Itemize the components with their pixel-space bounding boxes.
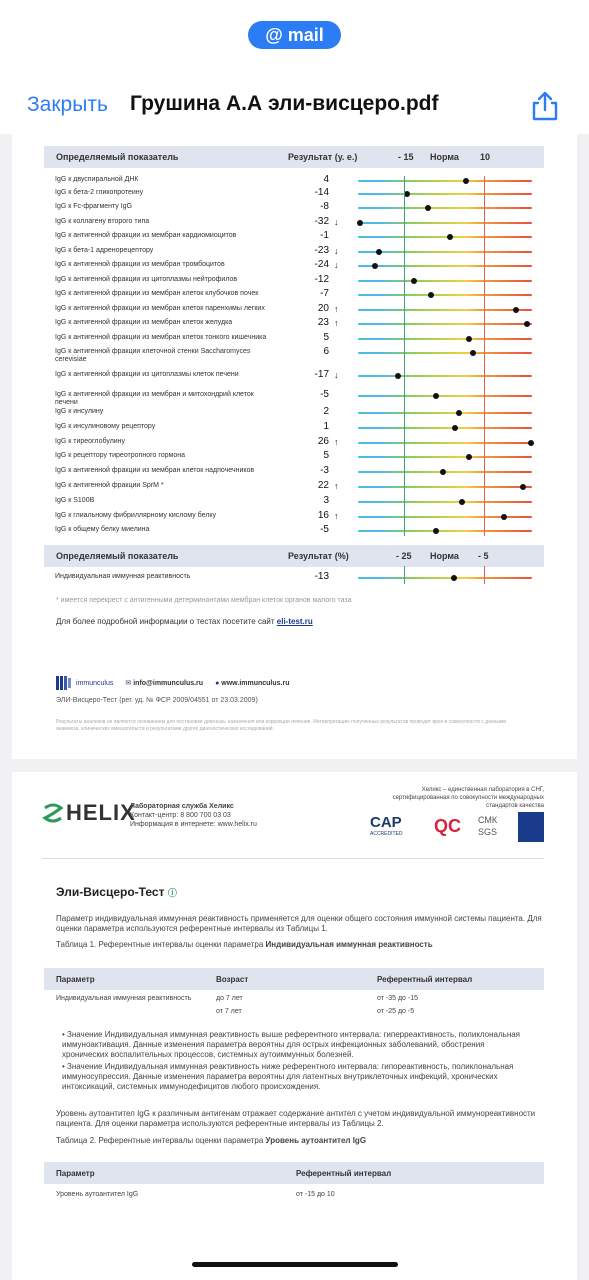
- row-value: 1: [323, 421, 329, 432]
- result-marker: [466, 454, 472, 460]
- row-value: -12: [314, 274, 329, 285]
- result-marker: [425, 205, 431, 211]
- result-marker: [528, 440, 534, 446]
- result-row: [44, 332, 544, 346]
- table1-caption-bold: Индивидуальная иммунная реактивность: [265, 940, 433, 949]
- result-row: [44, 245, 544, 259]
- row-label: IgG к антигенной фракции из мембран кардиомиоцитов: [55, 232, 237, 239]
- close-button[interactable]: Закрыть: [27, 93, 108, 116]
- result-row: [44, 346, 544, 363]
- eli-test-link[interactable]: eli-test.ru: [276, 617, 313, 626]
- result-scale-bar: [358, 442, 532, 444]
- t2-param: Уровень аутоантител IgG: [56, 1191, 139, 1198]
- table1-caption-prefix: Таблица 1. Референтные интервалы оценки параметра: [56, 940, 264, 949]
- result-row: [44, 450, 544, 464]
- result-marker: [520, 484, 526, 490]
- row-label: IgG к антигенной фракции SprM *: [55, 482, 164, 489]
- col-result: Результат (у. е.): [288, 152, 358, 162]
- result-marker: [459, 499, 465, 505]
- row-label: IgG к S100B: [55, 497, 95, 504]
- result-scale-bar: [358, 294, 532, 296]
- row-value: -17: [314, 369, 329, 380]
- result-row: [44, 187, 544, 201]
- row-value: -14: [314, 187, 329, 198]
- row-label: IgG к инсулиновому рецептору: [55, 423, 156, 430]
- row-label: IgG к бета-1 адренорецептору: [55, 247, 154, 254]
- viewer-header: [0, 0, 589, 134]
- home-indicator[interactable]: [192, 1262, 398, 1267]
- result-row: [44, 436, 544, 450]
- cap-sub: ACCREDITED: [370, 831, 403, 837]
- result-row: [44, 406, 544, 420]
- row-label: IgG к антигенной фракции из цитоплазмы клеток печени: [55, 371, 239, 378]
- qc-badge: QC: [434, 816, 461, 836]
- result-row: [44, 274, 544, 288]
- low-limit-line-2: [404, 566, 405, 584]
- result-marker: [411, 278, 417, 284]
- footnote: * имеется перекрест с антигенными детерминантами мембран клеток органов малого таза: [56, 597, 352, 604]
- col-parameter-2: Определяемый показатель: [56, 551, 179, 561]
- col-parameter: Определяемый показатель: [56, 152, 179, 162]
- sgs-badge: СМК SGS: [478, 815, 498, 837]
- row-label: IgG к инсулину: [55, 408, 104, 415]
- row-value: 20: [317, 303, 329, 314]
- cap-badge: [370, 814, 422, 838]
- result-row: [44, 465, 544, 479]
- helix-logo-icon: [42, 802, 64, 824]
- row-label: IgG к коллагену второго типа: [55, 218, 150, 225]
- result-marker: [357, 220, 363, 226]
- test-title-text: Эли-Висцеро-Тест: [56, 885, 165, 899]
- result-marker: [440, 469, 446, 475]
- col-norm: Норма: [430, 152, 459, 162]
- para1: Параметр индивидуальная иммунная реактивность применяется для оценки общего состояния иммунной системы пациента. Для оценки параметра используются референтные интервалы из Таблицы 1.: [56, 914, 542, 933]
- row-value: 26: [317, 436, 329, 447]
- result-row: [44, 201, 544, 215]
- mail-app-pill[interactable]: @ mail: [248, 21, 341, 49]
- result-row: [44, 216, 544, 230]
- result-marker: [372, 263, 378, 269]
- table1-caption: [56, 940, 433, 950]
- registration: ЭЛИ-Висцеро-Тест (рег. уд. № ФСР 2009/04551 от 23.03.2009): [56, 697, 258, 704]
- result-marker: [513, 307, 519, 313]
- trend-arrow-icon: ↓: [334, 217, 339, 227]
- trend-arrow-icon: ↑: [334, 511, 339, 521]
- cap-text: CAP: [370, 814, 402, 831]
- result-scale-bar: [358, 395, 532, 397]
- result-scale-bar: [358, 323, 532, 325]
- row-value: -5: [320, 524, 329, 535]
- immune-table-header: [44, 545, 544, 567]
- col-norm-2: Норма: [430, 551, 459, 561]
- result-scale-bar: [358, 338, 532, 340]
- result-scale-bar: [358, 427, 532, 429]
- high-limit-line: [484, 176, 485, 536]
- result-marker: [433, 393, 439, 399]
- pdf-page-2: [12, 772, 577, 1280]
- result-marker: [433, 528, 439, 534]
- result-scale-bar: [358, 456, 532, 458]
- row-value: 6: [323, 346, 329, 357]
- result-row: [44, 230, 544, 244]
- result-scale-bar: [358, 577, 532, 579]
- t2-ref: от -15 до 10: [296, 1191, 335, 1198]
- row-label: IgG к антигенной фракции из мембран тромбоцитов: [55, 261, 225, 268]
- row-value: -1: [320, 230, 329, 241]
- row-value: -32: [314, 216, 329, 227]
- company-website[interactable]: www.immunculus.ru: [221, 679, 290, 687]
- row-value: -3: [320, 465, 329, 476]
- result-marker: [376, 249, 382, 255]
- t1-age-1: до 7 лет: [216, 995, 243, 1002]
- row-label: IgG к глиальному фибриллярному кислому белку: [55, 512, 216, 519]
- result-marker: [501, 514, 507, 520]
- result-scale-bar: [358, 375, 532, 377]
- bullet-2: • Значение Индивидуальная иммунная реактивность ниже референтного интервала: гипореактивность, поликлональная иммуносупрессия. Данные изменения параметра вероятны для латентных внутриклеточных инфекций, хронических интоксикаций, системных иммунодефицитов любого происхождения.: [62, 1062, 514, 1091]
- row-value: -8: [320, 201, 329, 212]
- pdf-page-1: [12, 134, 577, 759]
- globe-icon: ●: [215, 679, 220, 687]
- result-row: [44, 317, 544, 331]
- company-name: immunculus: [76, 679, 114, 687]
- row-label: IgG к антигенной фракции из мембран клеток паренхимы легких: [55, 305, 265, 312]
- t1-col-ref: Референтный интервал: [377, 975, 473, 984]
- row-value: -7: [320, 288, 329, 299]
- row-label: IgG к антигенной фракции из мембран клеток тонкого кишечника: [55, 334, 267, 341]
- result-row: [44, 480, 544, 494]
- more-info-text: [56, 617, 313, 626]
- result-scale-bar: [358, 193, 532, 195]
- row-value: 5: [323, 450, 329, 461]
- ref-table2-header: [44, 1162, 544, 1184]
- t1-age-2: от 7 лет: [216, 1008, 242, 1015]
- helix-logo-text: HELIX: [66, 800, 136, 825]
- row-label: IgG к антигенной фракции клеточной стенки Saccharomyces cerevisiae: [55, 348, 251, 363]
- t1-ages: [216, 994, 243, 1017]
- ref-table1-header: [44, 968, 544, 990]
- result-scale-bar: [358, 309, 532, 311]
- t1-ref-2: от -25 до -5: [377, 1008, 415, 1015]
- result-scale-bar: [358, 222, 532, 224]
- t1-ref-1: от -35 до -15: [377, 995, 418, 1002]
- result-row: [44, 303, 544, 317]
- result-scale-bar: [358, 501, 532, 503]
- trend-arrow-icon: ↓: [334, 246, 339, 256]
- helix-logo: [42, 800, 136, 826]
- para2: Уровень аутоантител IgG к различным антигенам отражает содержание антител с учетом индивидуальной иммунореактивности пациента. Для оценки параметра используются референтные интервалы из Таблицы 2.: [56, 1109, 536, 1128]
- row-value: -23: [314, 245, 329, 256]
- row-label: IgG к тиреоглобулину: [55, 438, 126, 445]
- row-label: IgG к антигенной фракции из мембран клеток желудка: [55, 319, 233, 326]
- low-limit-line: [404, 176, 405, 536]
- row-label: IgG к антигенной фракции из мембран и митохондрий клеток печени: [55, 391, 254, 406]
- row-label: Индивидуальная иммунная реактивность: [55, 573, 191, 580]
- table2-caption: [56, 1136, 366, 1146]
- disclaimer: Результаты анализов не являются основанием для постановки диагноза, назначения или коррекции лечения. Интерпретацию полученных результатов проводит врач в совокупности с данными анамнеза, клинических вмешательств и результатами других диагностических исследований.: [56, 719, 507, 732]
- document-title: Грушина А.А эли-висцеро.pdf: [130, 92, 439, 115]
- result-scale-bar: [358, 207, 532, 209]
- divider: [42, 858, 544, 859]
- t1-col-param: Параметр: [56, 975, 95, 984]
- row-value: 3: [323, 495, 329, 506]
- col-high-limit-2: - 5: [478, 551, 489, 561]
- row-value: 23: [317, 317, 329, 328]
- quality-badge-icon: [518, 812, 544, 842]
- result-scale-bar: [358, 236, 532, 238]
- row-value: -5: [320, 389, 329, 400]
- result-marker: [395, 373, 401, 379]
- result-scale-bar: [358, 180, 532, 182]
- t1-col-age: Возраст: [216, 975, 249, 984]
- share-icon[interactable]: [530, 90, 560, 122]
- t1-param: Индивидуальная иммунная реактивность: [56, 995, 192, 1002]
- trend-arrow-icon: ↓: [334, 370, 339, 380]
- mail-icon: ✉: [125, 680, 132, 687]
- trend-arrow-icon: ↑: [334, 481, 339, 491]
- result-scale-bar: [358, 280, 532, 282]
- result-marker: [466, 336, 472, 342]
- result-marker: [470, 350, 476, 356]
- col-low-limit-2: - 25: [396, 551, 412, 561]
- col-low-limit: - 15: [398, 152, 414, 162]
- result-scale-bar: [358, 251, 532, 253]
- t2-col-param: Параметр: [56, 1169, 95, 1178]
- result-marker: [456, 410, 462, 416]
- immunculus-logo-icon: [56, 676, 72, 690]
- row-label: IgG к двуспиральной ДНК: [55, 176, 139, 183]
- col-high-limit: 10: [480, 152, 491, 162]
- lab-name: Лабораторная служба Хеликс: [130, 803, 234, 810]
- table2-caption-bold: Уровень аутоантител IgG: [265, 1136, 367, 1145]
- trend-arrow-icon: ↑: [334, 304, 339, 314]
- row-label: IgG к рецептору тиреотропного гормона: [55, 452, 185, 459]
- row-value: 22: [317, 480, 329, 491]
- t2-col-ref: Референтный интервал: [296, 1169, 392, 1178]
- result-row: [44, 510, 544, 524]
- certification-note: Хеликс – единственная лаборатория в СНГ, сертифицированная по совокупности международных стандартов качества: [392, 787, 544, 809]
- result-scale-bar: [358, 352, 532, 354]
- test-title: [56, 885, 177, 899]
- row-value: 4: [323, 174, 329, 185]
- immune-reactivity-row: [44, 571, 544, 585]
- row-value: 16: [317, 510, 329, 521]
- bullet-1: • Значение Индивидуальная иммунная реактивность выше референтного интервала: гиперреактивность, поликлональная иммуноактивация. Данные изменения параметра вероятны для острых инфекционных заболеваний, обострения хронических воспалительных процессов, системных аутоиммунных болезней.: [62, 1030, 521, 1059]
- col-result-percent: Результат (%): [288, 551, 349, 561]
- result-marker: [524, 321, 530, 327]
- result-scale-bar: [358, 412, 532, 414]
- bullet-1-text: Значение Индивидуальная иммунная реактивность выше референтного интервала: гиперреактивность, поликлональная иммуноактивация. Данные изменения параметра вероятны для острых инфекционных заболеваний, обострения хронических воспалительных процессов, системных аутоиммунных болезней.: [62, 1030, 521, 1059]
- result-scale-bar: [358, 486, 532, 488]
- lab-website: Информация в интернете: www.helix.ru: [130, 821, 257, 828]
- table2-caption-prefix: Таблица 2. Референтные интервалы оценки параметра: [56, 1136, 264, 1145]
- high-limit-line-2: [484, 566, 485, 584]
- result-marker: [463, 178, 469, 184]
- result-row: [44, 259, 544, 273]
- more-info-prefix: Для более подробной информации о тестах посетите сайт: [56, 617, 275, 626]
- row-label: IgG к бета-2 гликопротеину: [55, 189, 144, 196]
- result-scale-bar: [358, 265, 532, 267]
- row-label: IgG к антигенной фракции из цитоплазмы нейтрофилов: [55, 276, 238, 283]
- result-marker: [428, 292, 434, 298]
- lab-info: [130, 802, 257, 829]
- result-row: [44, 369, 544, 383]
- row-label: IgG к общему белку миелина: [55, 526, 150, 533]
- trend-arrow-icon: ↓: [334, 260, 339, 270]
- result-row: [44, 389, 544, 406]
- results-table-header: [44, 146, 544, 168]
- result-row: [44, 524, 544, 538]
- company-email[interactable]: info@immunculus.ru: [133, 679, 204, 687]
- info-icon: ⓘ: [167, 888, 177, 898]
- result-row: [44, 495, 544, 509]
- row-label: IgG к антигенной фракции из мембран клеток клубочков почек: [55, 290, 259, 297]
- result-scale-bar: [358, 530, 532, 532]
- company-footer: [56, 676, 290, 690]
- row-value: -13: [314, 571, 329, 582]
- row-label: IgG к антигенной фракции из мембран клеток надпочечников: [55, 467, 255, 474]
- lab-contact: Контакт-центр: 8 800 700 03 03: [130, 812, 231, 819]
- row-label: IgG к Fc-фрагменту IgG: [55, 203, 133, 210]
- t1-refs: [377, 994, 418, 1017]
- trend-arrow-icon: ↑: [334, 437, 339, 447]
- result-row: [44, 421, 544, 435]
- result-marker: [452, 425, 458, 431]
- result-row: [44, 174, 544, 188]
- bullet-2-text: Значение Индивидуальная иммунная реактивность ниже референтного интервала: гипореактивность, поликлональная иммуносупрессия. Данные изменения параметра вероятны для латентных внутриклеточных инфекций, хронических интоксикаций, системных иммунодефицитов любого происхождения.: [62, 1062, 514, 1091]
- row-value: 5: [323, 332, 329, 343]
- trend-arrow-icon: ↑: [334, 318, 339, 328]
- result-marker: [447, 234, 453, 240]
- result-marker: [451, 575, 457, 581]
- row-value: -24: [314, 259, 329, 270]
- row-value: 2: [323, 406, 329, 417]
- result-row: [44, 288, 544, 302]
